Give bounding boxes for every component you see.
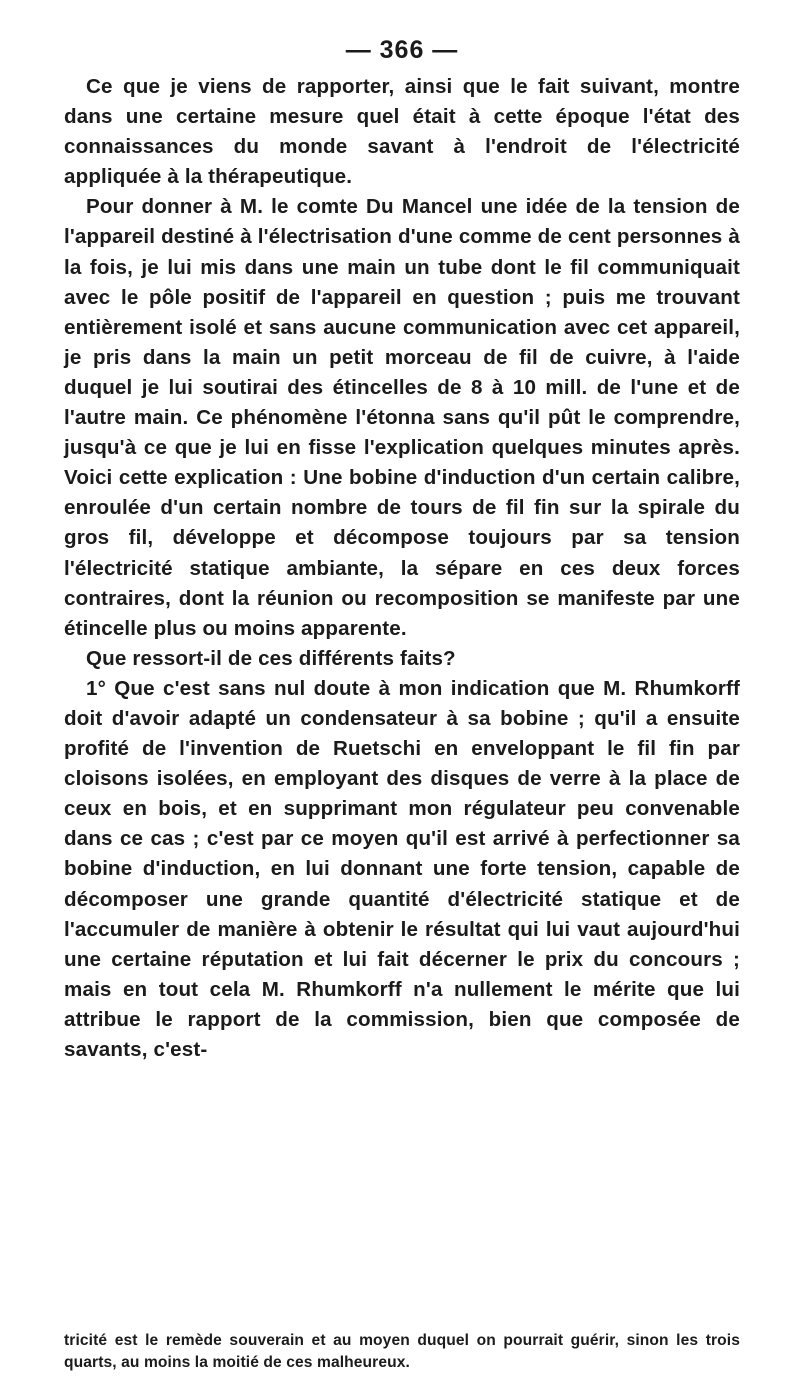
paragraph-conclusion: 1° Que c'est sans nul doute à mon indication que M. Rhumkorff doit d'avoir adapté un condensateur à sa bobine ; qu'il a ensuite profité de l'invention de Ruetschi en enveloppant le fil fin par cloisons isolées, en employant des disques de verre à la place de ceux en bois, et en supprimant mon régulateur peu convenable dans ce cas ; c'est par ce moyen qu'il est arrivé à perfectionner sa bobine d'induction, en lui donnant une forte tension, capable de décomposer une grande quantité d'électricité statique et de l'accumuler de manière à obtenir le résultat qui lui vaut aujourd'hui une certaine réputation et lui fait décerner le prix du concours ; mais en tout cela M. Rhumkorff n'a nullement le mérite que lui attribue le rapport de la commission, bien que composée de savants, c'est- bbox=[64, 676, 740, 1061]
body-text bbox=[64, 72, 740, 1065]
paragraph-demonstration: Pour donner à M. le comte Du Mancel une idée de la tension de l'appareil destiné à l'électrisation d'une comme de cent personnes à la fois, je lui mis dans une main un tube dont le fil communiquait avec le pôle positif de l'appareil en question ; puis me trouvant entièrement isolé et sans aucune communication avec cet appareil, je pris dans la main un petit morceau de fil de cuivre, à l'aide duquel je lui soutirai des étincelles de 8 à 10 mill. de l'une et de l'autre main. Ce phénomène l'étonna sans qu'il pût le comprendre, jusqu'à ce que je lui en fisse l'explication quelques minutes après. Voici cette explication : Une bobine d'induction d'un certain calibre, enroulée d'un certain nombre de tours de fil fin sur la spirale du gros fil, développe et décompose toujours par sa tension l'électricité statique ambiante, la sépare en ces deux forces contraires, dont la réunion ou recomposition se manifeste par une étincelle plus ou moins apparente. bbox=[64, 195, 740, 640]
paragraph-question: Que ressort-il de ces différents faits? bbox=[86, 646, 456, 670]
paragraph-intro: Ce que je viens de rapporter, ainsi que le fait suivant, montre dans une certaine mesure quel était à cette époque l'état des connaissances du monde savant à l'endroit de l'électricité appliquée à la thérapeutique. bbox=[64, 75, 740, 189]
book-page bbox=[64, 28, 740, 1371]
footnote: tricité est le remède souverain et au moyen duquel on pourrait guérir, sinon les trois quarts, au moins la moitié de ces malheureux. bbox=[64, 1332, 740, 1371]
page-number: — 366 — bbox=[345, 36, 459, 64]
